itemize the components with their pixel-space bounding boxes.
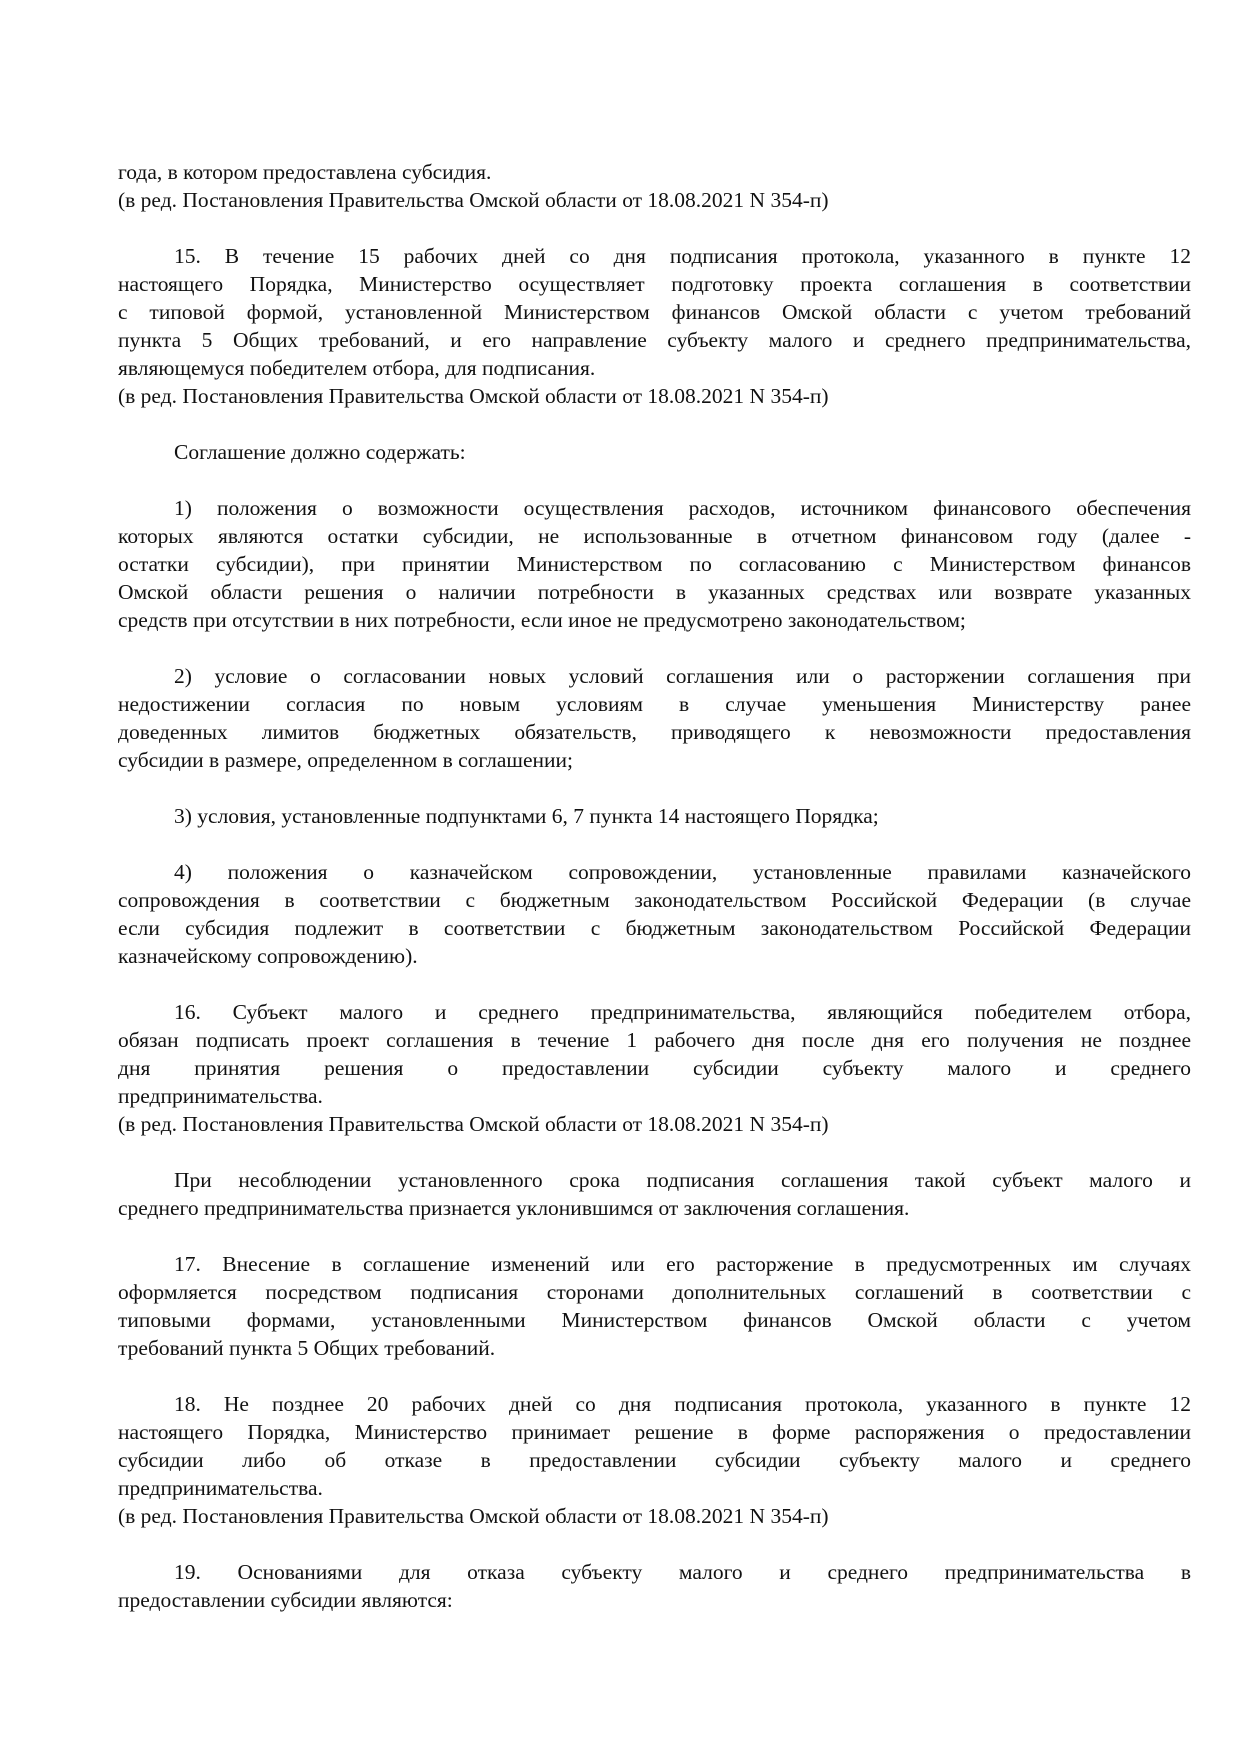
text-line: обязан подписать проект соглашения в течение 1 рабочего дня после дня его получения не позднее — [118, 1028, 1191, 1052]
text-line: (в ред. Постановления Правительства Омской области от 18.08.2021 N 354-п) — [118, 384, 829, 408]
text-line: которых являются остатки субсидии, не использованные в отчетном финансовом году (далее - — [118, 524, 1191, 548]
text-line: 18. Не позднее 20 рабочих дней со дня подписания протокола, указанного в пункте 12 — [174, 1392, 1191, 1416]
text-line: предпринимательства. — [118, 1084, 323, 1108]
paragraph — [118, 1250, 1191, 1362]
text-line: среднего предпринимательства признается уклонившимся от заключения соглашения. — [118, 1196, 910, 1220]
text-line: 4) положения о казначейском сопровождении, установленные правилами казначейского — [174, 860, 1191, 884]
text-line: пункта 5 Общих требований, и его направление субъекту малого и среднего предпринимательства, — [118, 328, 1191, 352]
text-line: дня принятия решения о предоставлении субсидии субъекту малого и среднего — [118, 1056, 1191, 1080]
text-line: остатки субсидии), при принятии Министерством по согласованию с Министерством финансов — [118, 552, 1191, 576]
amendment-note — [118, 186, 1191, 214]
paragraph — [118, 662, 1191, 774]
text-line: 19. Основаниями для отказа субъекту малого и среднего предпринимательства в — [174, 1560, 1191, 1584]
text-line: 2) условие о согласовании новых условий соглашения или о расторжении соглашения при — [174, 664, 1191, 688]
text-line: года, в котором предоставлена субсидия. — [118, 160, 492, 184]
paragraph — [118, 242, 1191, 382]
paragraph — [118, 858, 1191, 970]
text-line: 1) положения о возможности осуществления расходов, источником финансового обеспечения — [174, 496, 1191, 520]
text-line: требований пункта 5 Общих требований. — [118, 1336, 496, 1360]
text-line: Соглашение должно содержать: — [174, 440, 466, 464]
text-line: недостижении согласия по новым условиям в случае уменьшения Министерству ранее — [118, 692, 1191, 716]
amendment-note — [118, 1110, 1191, 1138]
text-line: предпринимательства. — [118, 1476, 323, 1500]
paragraph — [118, 494, 1191, 634]
text-line: типовыми формами, установленными Министерством финансов Омской области с учетом — [118, 1308, 1191, 1332]
text-line: субсидии в размере, определенном в соглашении; — [118, 748, 573, 772]
text-line: сопровождения в соответствии с бюджетным законодательством Российской Федерации (в случае — [118, 888, 1191, 912]
paragraph — [118, 802, 1191, 830]
amendment-note — [118, 382, 1191, 410]
text-line: настоящего Порядка, Министерство осуществляет подготовку проекта соглашения в соответствии — [118, 272, 1191, 296]
text-line: Омской области решения о наличии потребности в указанных средствах или возврате указанных — [118, 580, 1191, 604]
text-line: доведенных лимитов бюджетных обязательств, приводящего к невозможности предоставления — [118, 720, 1191, 744]
text-line: (в ред. Постановления Правительства Омской области от 18.08.2021 N 354-п) — [118, 1504, 829, 1528]
document-page — [118, 158, 1191, 1614]
text-line: настоящего Порядка, Министерство принимает решение в форме распоряжения о предоставлении — [118, 1420, 1191, 1444]
text-line: являющемуся победителем отбора, для подписания. — [118, 356, 596, 380]
text-line: с типовой формой, установленной Министерством финансов Омской области с учетом требований — [118, 300, 1191, 324]
text-line: 16. Субъект малого и среднего предпринимательства, являющийся победителем отбора, — [174, 1000, 1191, 1024]
paragraph — [118, 1390, 1191, 1502]
text-line: субсидии либо об отказе в предоставлении субсидии субъекту малого и среднего — [118, 1448, 1191, 1472]
text-line: если субсидия подлежит в соответствии с бюджетным законодательством Российской Федерации — [118, 916, 1191, 940]
text-line: (в ред. Постановления Правительства Омской области от 18.08.2021 N 354-п) — [118, 188, 829, 212]
paragraph — [118, 998, 1191, 1110]
paragraph — [118, 438, 1191, 466]
text-line: 17. Внесение в соглашение изменений или его расторжение в предусмотренных им случаях — [174, 1252, 1191, 1276]
paragraph — [118, 158, 1191, 186]
text-line: (в ред. Постановления Правительства Омской области от 18.08.2021 N 354-п) — [118, 1112, 829, 1136]
paragraph — [118, 1166, 1191, 1222]
paragraph — [118, 1558, 1191, 1614]
text-line: 3) условия, установленные подпунктами 6, 7 пункта 14 настоящего Порядка; — [174, 804, 879, 828]
text-line: оформляется посредством подписания сторонами дополнительных соглашений в соответствии с — [118, 1280, 1191, 1304]
text-line: предоставлении субсидии являются: — [118, 1588, 453, 1612]
amendment-note — [118, 1502, 1191, 1530]
text-line: средств при отсутствии в них потребности, если иное не предусмотрено законодательством; — [118, 608, 966, 632]
text-line: 15. В течение 15 рабочих дней со дня подписания протокола, указанного в пункте 12 — [174, 244, 1191, 268]
text-line: При несоблюдении установленного срока подписания соглашения такой субъект малого и — [174, 1168, 1191, 1192]
text-line: казначейскому сопровождению). — [118, 944, 418, 968]
